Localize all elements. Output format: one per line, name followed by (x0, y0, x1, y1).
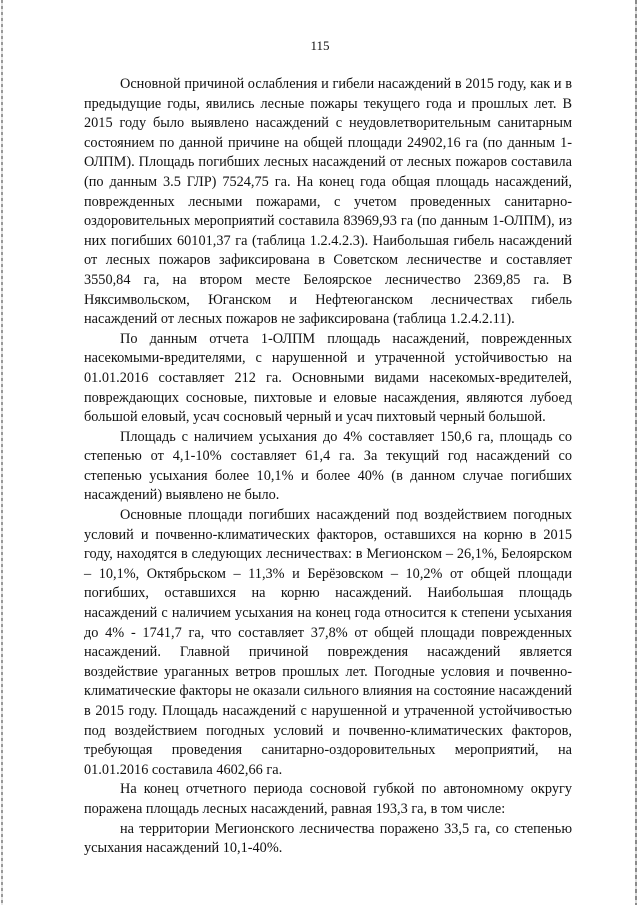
body-text (84, 75, 572, 859)
paragraph-fire-damage: Основной причиной ослабления и гибели насаждений в 2015 году, как и в предыдущие годы, явились лесные пожары текущего года и прошлых лет. В 2015 году было выявлено насаждений с неудовлетворительным санитарным состоянием по данной причине на общей площади 24902,16 га (по данным 1-ОЛПМ). Площадь погибших лесных насаждений от лесных пожаров составила (по данным 3.5 ГЛР) 7524,75 га. На конец года общая площадь насаждений, поврежденных лесными пожарами, с учетом проведенных санитарно-оздоровительных мероприятий составила 83969,93 га (по данным 1-ОЛПМ), из них погибших 60101,37 га (таблица 1.2.4.2.3). Наибольшая гибель насаждений от лесных пожаров зафиксирована в Советском лесничестве и составляет 3550,84 га, на втором месте Белоярское лесничество 2369,85 га. В Няксимвольском, Юганском и Нефтеюганском лесничествах гибель насаждений от лесных пожаров не зафиксирована (таблица 1.2.4.2.11). (84, 76, 572, 328)
scan-edge-left (1, 0, 3, 905)
paragraph-drying-degree: Площадь с наличием усыхания до 4% составляет 150,6 га, площадь со степенью от 4,1-10% составляет 61,4 га. За текущий год насаждений со степенью усыхания более 10,1% и более 40% (в данном случае погибших насаждений) выявлено не было. (84, 428, 572, 504)
paragraph-pine-fungus: На конец отчетного периода сосновой губкой по автономному округу поражена площадь лесных насаждений, равная 193,3 га, в том числе: (84, 781, 572, 817)
paragraph-weather-factors: Основные площади погибших насаждений под воздействием погодных условий и почвенно-климатических факторов, оставшихся на корню в 2015 году, находятся в следующих лесничествах: в Мегионском – 26,1%, Белоярском – 10,1%, Октябрьском – 11,3% и Берёзовском – 10,2% от общей площади погибших, оставшихся на корню насаждений. Наибольшая площадь насаждений с наличием усыхания на конец года относится к степени усыхания до 4% - 1741,7 га, что составляет 37,8% от общей площади поврежденных насаждений. Главной причиной повреждения насаждений является воздействие ураганных ветров прошлых лет. Погодные условия и почвенно-климатические факторы не оказали сильного влияния на состояние насаждений в 2015 году. Площадь насаждений с нарушенной и утраченной устойчивостью под воздействием погодных условий и почвенно-климатических факторов, требующая проведения санитарно-оздоровительных мероприятий, на 01.01.2016 составила 4602,66 га. (84, 507, 572, 778)
page-number: 115 (310, 38, 330, 53)
paragraph-megion-forestry: на территории Мегионского лесничества поражено 33,5 га, со степенью усыхания насаждений 10,1-40%. (84, 820, 572, 857)
paragraph-insect-pests: По данным отчета 1-ОЛПМ площадь насаждений, поврежденных насекомыми-вредителями, с нарушенной и утраченной устойчивостью на 01.01.2016 составляет 212 га. Основными видами насекомых-вредителей, повреждающих сосновые, пихтовые и еловые насаждения, являются лубоед большой еловый, усач сосновый черный и усач пихтовый черный большой. (84, 330, 572, 426)
scan-edge-right (635, 0, 637, 905)
